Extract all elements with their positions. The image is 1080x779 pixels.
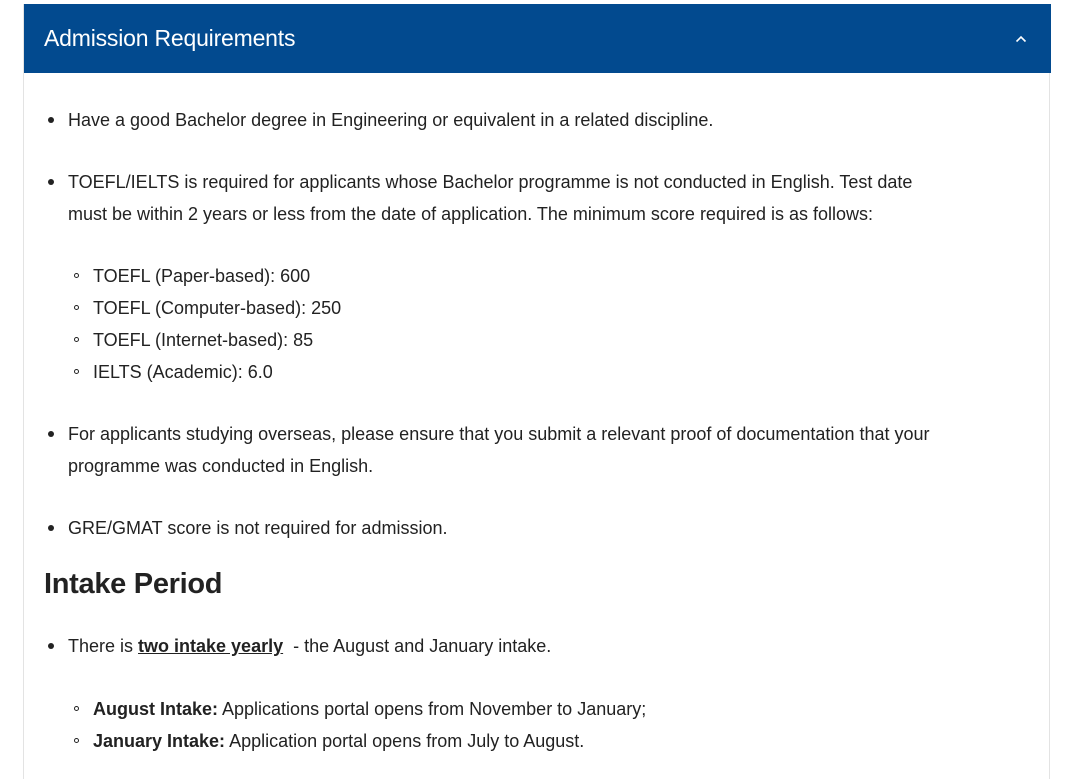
intake-august-item [44,693,1034,725]
intake-january-item [44,725,1034,757]
august-intake-label: August Intake: [93,699,219,719]
list-item [44,630,1034,662]
accordion-header[interactable] [24,4,1051,73]
intake-prefix: There is [68,636,139,656]
requirement-overseas-line2: programme was conducted in English. [68,456,374,476]
august-intake-text: Applications portal opens from November to January; [218,699,647,719]
list-item [44,418,1034,482]
requirement-gre: GRE/GMAT score is not required for admission. [68,518,448,538]
intake-suffix: - the August and January intake. [283,636,552,656]
scores-list [44,260,1034,388]
section-heading-intake: Intake Period [44,568,223,600]
list-item [44,104,1034,136]
requirement-bachelor: Have a good Bachelor degree in Engineering or equivalent in a related discipline. [68,110,714,130]
requirement-toefl-line2: must be within 2 years or less from the date of application. The minimum score required is as follows: [68,204,874,224]
score-item: TOEFL (Computer-based): 250 [44,292,1034,324]
score-item: IELTS (Academic): 6.0 [44,356,1034,388]
requirement-toefl-line1: TOEFL/IELTS is required for applicants whose Bachelor programme is not conducted in English. Test date [68,172,913,192]
score-item: TOEFL (Paper-based): 600 [44,260,1034,292]
requirement-overseas-line1: For applicants studying overseas, please ensure that you submit a relevant proof of documentation that your [68,424,930,444]
january-intake-text: Application portal opens from July to August. [225,731,585,751]
january-intake-label: January Intake: [93,731,226,751]
chevron-up-icon[interactable] [1012,30,1030,48]
requirements-list [44,104,1034,230]
intake-list [44,630,1034,662]
two-intake-yearly-link[interactable]: two intake yearly [138,636,284,656]
accordion-title: Admission Requirements [44,25,296,51]
requirements-list-continued [44,418,1034,544]
accordion-content [44,73,1034,757]
list-item [44,512,1034,544]
score-item: TOEFL (Internet-based): 85 [44,324,1034,356]
intake-sub-list [44,693,1034,757]
list-item [44,166,1034,230]
accordion-panel [23,4,1050,779]
